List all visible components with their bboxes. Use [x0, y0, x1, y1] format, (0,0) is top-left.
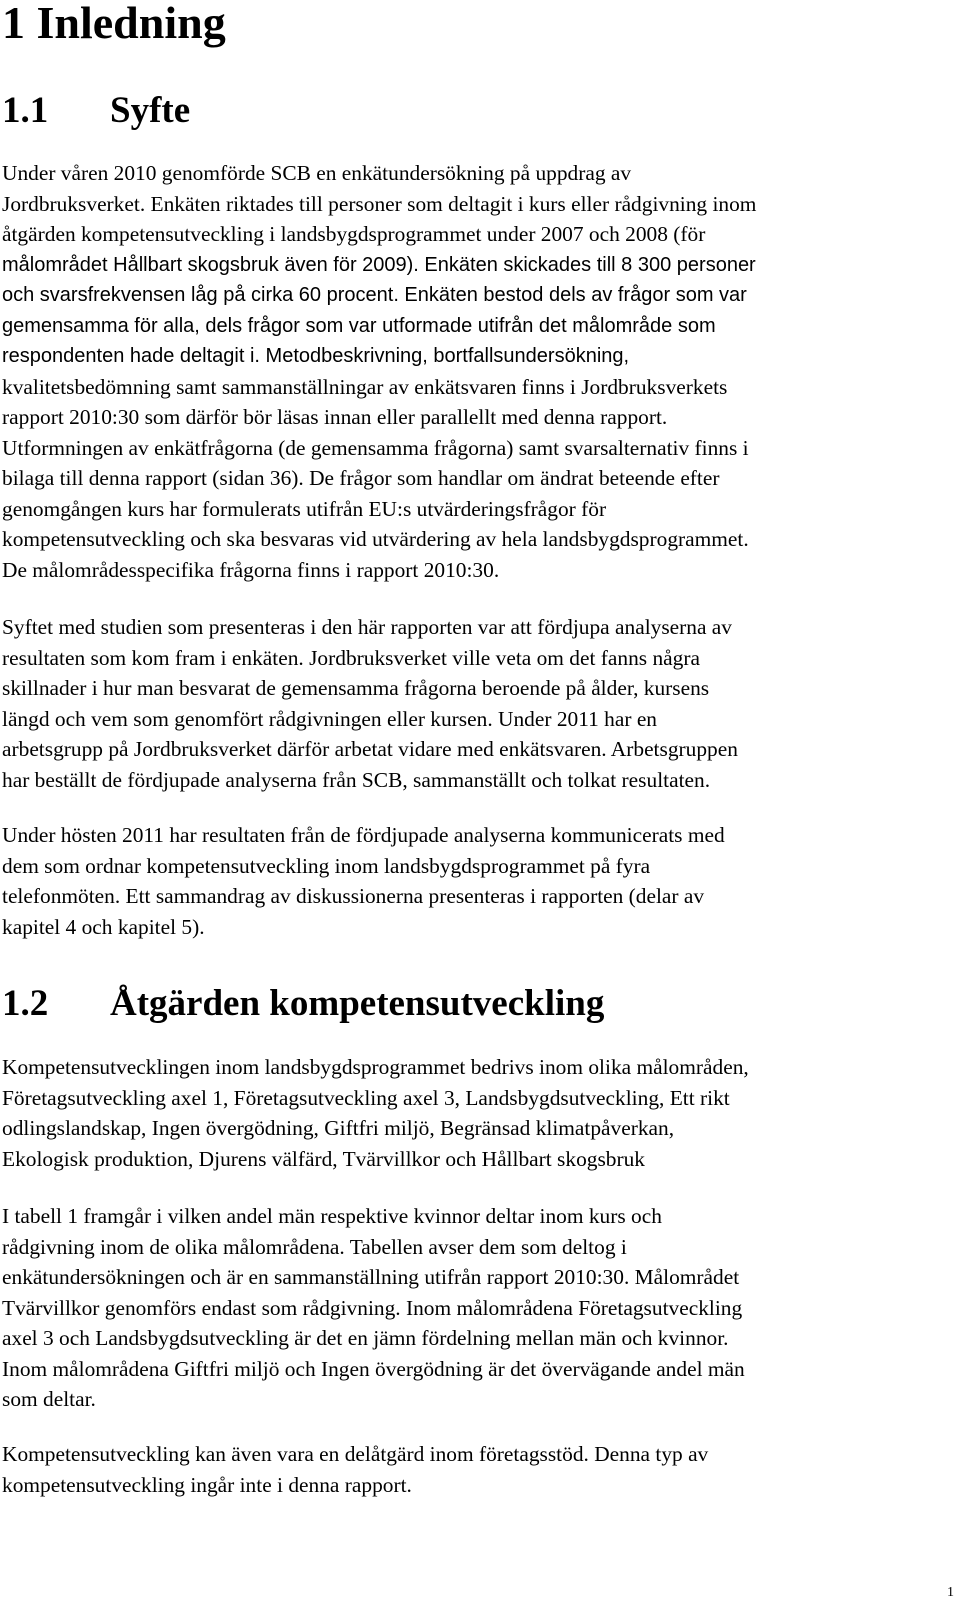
text-line: åtgärden kompetensutveckling i landsbygdsprogrammet under 2007 och 2008 (för — [2, 222, 706, 246]
text-line: genomgången kurs har formulerats utifrån EU:s utvärderingsfrågor för — [2, 496, 607, 521]
section-title: Syfte — [110, 90, 191, 131]
text-line: rådgivning inom de olika målområdena. Tabellen avser dem som deltog i — [2, 1234, 627, 1259]
text-line: längd och vem som genomfört rådgivningen eller kursen. Under 2011 har en — [2, 706, 658, 731]
text-line: arbetsgrupp på Jordbruksverket därför arbetat vidare med enkätsvaren. Arbetsgruppen — [2, 737, 738, 761]
text-line: har beställt de fördjupade analyserna från SCB, sammanställt och tolkat resultaten. — [2, 767, 711, 792]
text-line: I tabell 1 framgår i vilken andel män respektive kvinnor deltar inom kurs och — [2, 1204, 662, 1228]
text-line: rapport 2010:30 som därför bör läsas innan eller parallellt med denna rapport. — [2, 405, 668, 429]
paragraph-table-1 — [2, 1201, 952, 1415]
text-line: Kompetensutvecklingen inom landsbygdsprogrammet bedrivs inom olika målområden, — [2, 1055, 749, 1079]
text-line: och svarsfrekvensen låg på cirka 60 procent. Enkäten bestod dels av frågor som var — [2, 284, 747, 306]
text-line: Under hösten 2011 har resultaten från de fördjupade analyserna kommunicerats med — [2, 823, 725, 847]
text-line: bilaga till denna rapport (sidan 36). De frågor som handlar om ändrat beteende efter — [2, 466, 720, 490]
text-line: som deltar. — [2, 1387, 96, 1411]
text-line: dem som ordnar kompetensutveckling inom landsbygdsprogrammet på fyra — [2, 853, 651, 878]
text-line: Inom målområdena Giftfri miljö och Ingen övergödning är det övervägande andel män — [2, 1356, 745, 1381]
text-line: axel 3 och Landsbygdsutveckling är det en jämn fördelning mellan män och kvinnor. — [2, 1326, 729, 1350]
text-line: kapitel 4 och kapitel 5). — [2, 914, 205, 939]
paragraph-business-support — [2, 1439, 952, 1500]
section-heading-atgarden — [2, 984, 604, 1024]
page-number: 1 — [947, 1585, 954, 1600]
text-line: Kompetensutveckling kan även vara en delåtgärd inom företagsstöd. Denna typ av — [2, 1442, 709, 1466]
chapter-heading: 1 Inledning — [2, 0, 226, 48]
text-line: Under våren 2010 genomförde SCB en enkätundersökning på uppdrag av — [2, 161, 632, 185]
paragraph-survey-intro — [2, 158, 952, 585]
text-line: gemensamma för alla, dels frågor som var utformade utifrån det målområde som — [2, 314, 716, 337]
text-line: enkätundersökningen och är en sammanställning utifrån rapport 2010:30. Målområdet — [2, 1265, 740, 1289]
section-number: 1.1 — [2, 90, 49, 131]
text-line: De målområdesspecifika frågorna finns i rapport 2010:30. — [2, 557, 500, 582]
text-line: skillnader i hur man besvarat de gemensamma frågorna beroende på ålder, kursens — [2, 676, 710, 700]
text-line: odlingslandskap, Ingen övergödning, Giftfri miljö, Begränsad klimatpåverkan, — [2, 1116, 675, 1140]
paragraph-study-purpose — [2, 612, 952, 795]
text-line: kompetensutveckling och ska besvaras vid utvärdering av hela landsbygdsprogrammet. — [2, 527, 749, 551]
text-line: Tvärvillkor genomförs endast som rådgivning. Inom målområdena Företagsutveckling — [2, 1295, 743, 1320]
paragraph-target-areas — [2, 1052, 952, 1174]
text-line: respondenten hade deltagit i. Metodbeskrivning, bortfallsundersökning, — [2, 345, 630, 367]
section-title: Åtgärden kompetensutveckling — [110, 983, 605, 1024]
text-line: kvalitetsbedömning samt sammanställningar av enkätsvaren finns i Jordbruksverkets — [2, 374, 728, 399]
text-line: Ekologisk produktion, Djurens välfärd, Tvärvillkor och Hållbart skogsbruk — [2, 1146, 645, 1171]
text-line: kompetensutveckling ingår inte i denna rapport. — [2, 1472, 412, 1497]
text-line: målområdet Hållbart skogsbruk även för 2009). Enkäten skickades till 8 300 personer — [2, 253, 756, 276]
text-line: Utformningen av enkätfrågorna (de gemensamma frågorna) samt svarsalternativ finns i — [2, 435, 749, 460]
paragraph-autumn-2011 — [2, 820, 952, 942]
section-number: 1.2 — [2, 983, 49, 1024]
text-line: Syftet med studien som presenteras i den här rapporten var att fördjupa analyserna av — [2, 615, 732, 639]
text-line: resultaten som kom fram i enkäten. Jordbruksverket ville veta om det fanns några — [2, 645, 700, 670]
text-line: Jordbruksverket. Enkäten riktades till personer som deltagit i kurs eller rådgivning inom — [2, 191, 757, 216]
section-heading-syfte — [2, 91, 190, 131]
text-line: telefonmöten. Ett sammandrag av diskussionerna presenteras i rapporten (delar av — [2, 884, 705, 908]
text-line: Företagsutveckling axel 1, Företagsutveckling axel 3, Landsbygdsutveckling, Ett rikt — [2, 1085, 730, 1110]
